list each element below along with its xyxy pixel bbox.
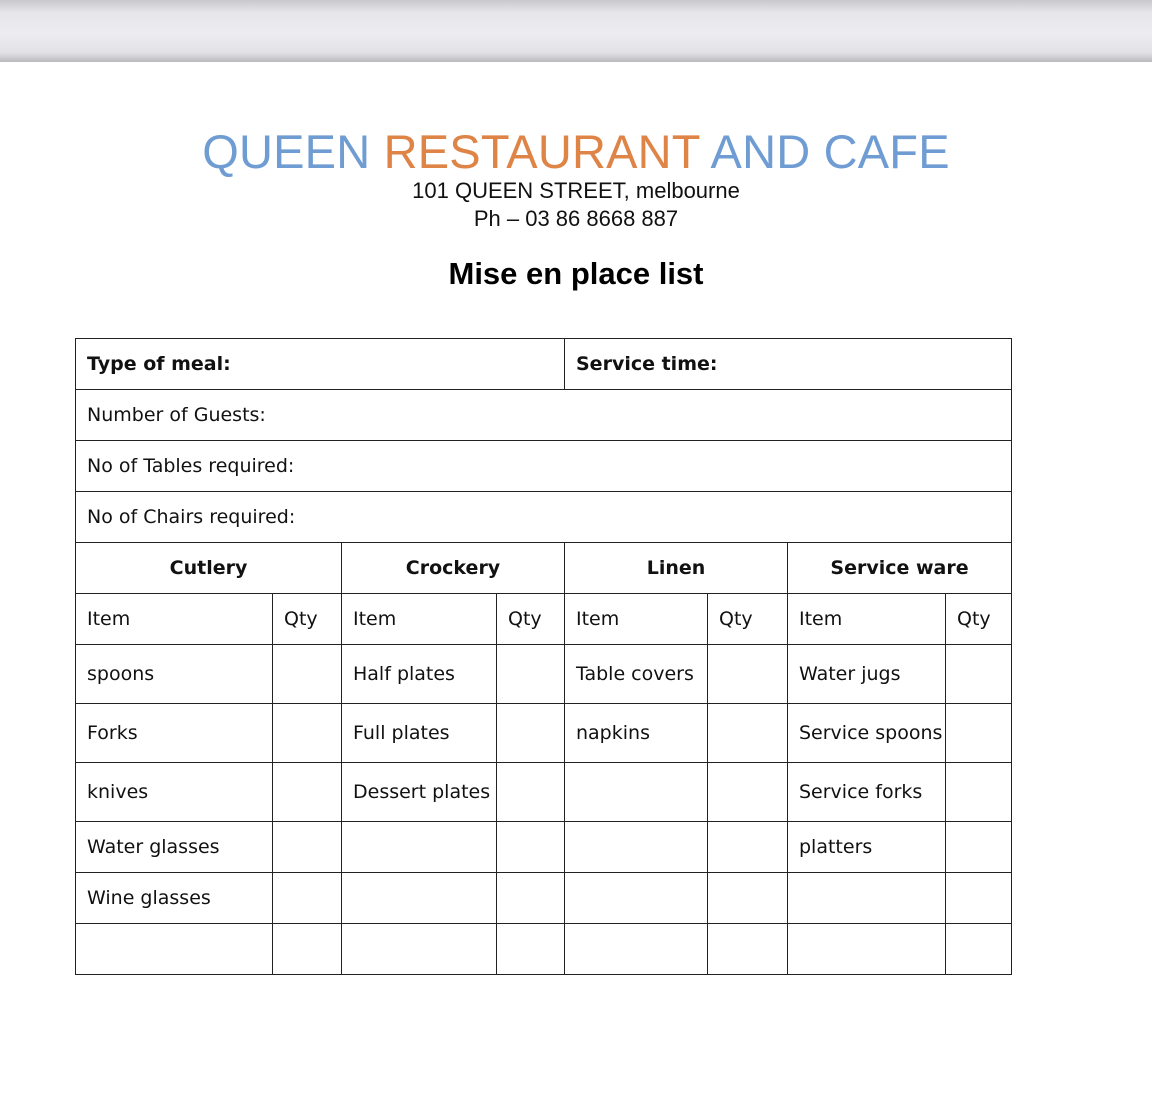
cutlery-item-cell: Wine glasses	[76, 873, 273, 924]
service-time-field[interactable]: Service time:	[565, 339, 1012, 390]
table-row	[76, 822, 1012, 873]
title-part-queen: QUEEN	[202, 125, 371, 178]
crockery-item-header: Item	[342, 594, 497, 645]
linen-item-cell	[565, 822, 708, 873]
column-header-row	[76, 594, 1012, 645]
service-ware-qty-cell[interactable]	[946, 924, 1012, 975]
service-ware-item-cell: Service forks	[788, 763, 946, 822]
category-crockery: Crockery	[342, 543, 565, 594]
restaurant-phone: Ph – 03 86 8668 887	[473, 206, 679, 231]
mise-en-place-table	[75, 338, 1012, 975]
cutlery-qty-cell[interactable]	[273, 924, 342, 975]
app-toolbar	[0, 0, 1152, 62]
cutlery-item-cell: knives	[76, 763, 273, 822]
linen-qty-cell[interactable]	[708, 704, 788, 763]
crockery-item-cell[interactable]	[342, 924, 497, 975]
chairs-required-field[interactable]: No of Chairs required:	[76, 492, 1012, 543]
linen-item-cell	[565, 763, 708, 822]
category-service-ware: Service ware	[788, 543, 1012, 594]
service-ware-item-cell[interactable]	[788, 924, 946, 975]
linen-item-cell: napkins	[565, 704, 708, 763]
crockery-item-cell: Full plates	[342, 704, 497, 763]
crockery-qty-cell[interactable]	[497, 822, 565, 873]
service-ware-item-cell	[788, 873, 946, 924]
service-ware-item-cell: Water jugs	[788, 645, 946, 704]
crockery-qty-cell[interactable]	[497, 873, 565, 924]
crockery-qty-header: Qty	[497, 594, 565, 645]
linen-qty-cell[interactable]	[708, 822, 788, 873]
title-part-restaurant: RESTAURANT	[383, 125, 700, 178]
cutlery-qty-cell[interactable]	[273, 763, 342, 822]
title-part-and-cafe: AND CAFE	[710, 125, 950, 178]
service-ware-item-cell: platters	[788, 822, 946, 873]
table-row	[76, 763, 1012, 822]
restaurant-address: 101 QUEEN STREET, melbourne	[412, 178, 740, 203]
type-of-meal-field[interactable]: Type of meal:	[76, 339, 565, 390]
service-ware-item-header: Item	[788, 594, 946, 645]
service-ware-qty-cell[interactable]	[946, 645, 1012, 704]
service-ware-qty-cell[interactable]	[946, 704, 1012, 763]
cutlery-qty-cell[interactable]	[273, 822, 342, 873]
service-ware-qty-cell[interactable]	[946, 763, 1012, 822]
document-heading: Mise en place list	[448, 256, 704, 291]
crockery-qty-cell[interactable]	[497, 704, 565, 763]
crockery-item-cell	[342, 822, 497, 873]
tables-row	[76, 441, 1012, 492]
table-row	[76, 873, 1012, 924]
service-ware-item-cell: Service spoons	[788, 704, 946, 763]
linen-qty-cell[interactable]	[708, 763, 788, 822]
linen-qty-header: Qty	[708, 594, 788, 645]
linen-item-cell[interactable]	[565, 924, 708, 975]
service-ware-qty-cell[interactable]	[946, 873, 1012, 924]
tables-required-field[interactable]: No of Tables required:	[76, 441, 1012, 492]
cutlery-item-cell: Forks	[76, 704, 273, 763]
cutlery-qty-cell[interactable]	[273, 704, 342, 763]
guests-row	[76, 390, 1012, 441]
linen-qty-cell[interactable]	[708, 873, 788, 924]
category-linen: Linen	[565, 543, 788, 594]
crockery-item-cell: Dessert plates	[342, 763, 497, 822]
cutlery-item-cell: Water glasses	[76, 822, 273, 873]
crockery-qty-cell[interactable]	[497, 924, 565, 975]
crockery-qty-cell[interactable]	[497, 645, 565, 704]
linen-item-cell: Table covers	[565, 645, 708, 704]
linen-item-cell	[565, 873, 708, 924]
cutlery-item-cell[interactable]	[76, 924, 273, 975]
chairs-row	[76, 492, 1012, 543]
table-row	[76, 704, 1012, 763]
cutlery-item-header: Item	[76, 594, 273, 645]
category-header-row	[76, 543, 1012, 594]
table-row	[76, 924, 1012, 975]
crockery-item-cell: Half plates	[342, 645, 497, 704]
cutlery-qty-cell[interactable]	[273, 873, 342, 924]
crockery-qty-cell[interactable]	[497, 763, 565, 822]
number-of-guests-field[interactable]: Number of Guests:	[76, 390, 1012, 441]
category-cutlery: Cutlery	[76, 543, 342, 594]
cutlery-item-cell: spoons	[76, 645, 273, 704]
crockery-item-cell	[342, 873, 497, 924]
linen-qty-cell[interactable]	[708, 645, 788, 704]
table-row	[76, 645, 1012, 704]
linen-item-header: Item	[565, 594, 708, 645]
restaurant-name	[0, 124, 1152, 180]
cutlery-qty-cell[interactable]	[273, 645, 342, 704]
service-ware-qty-header: Qty	[946, 594, 1012, 645]
linen-qty-cell[interactable]	[708, 924, 788, 975]
cutlery-qty-header: Qty	[273, 594, 342, 645]
meal-row	[76, 339, 1012, 390]
service-ware-qty-cell[interactable]	[946, 822, 1012, 873]
